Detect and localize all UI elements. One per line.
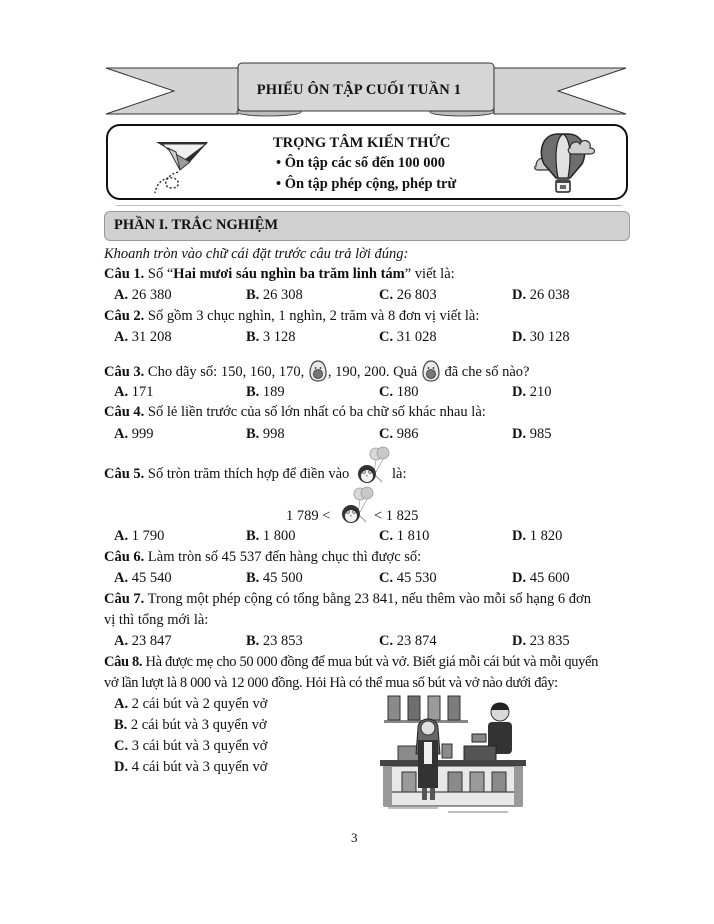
question-6: Câu 6. Làm tròn số 45 537 đến hàng chục thì được số: <box>104 549 422 565</box>
question-label: Câu 5. <box>104 466 145 482</box>
q5-option-a[interactable]: A. 1 790 <box>114 528 165 544</box>
penguin-balloon-icon <box>356 446 390 486</box>
question-label: Câu 7. <box>104 591 145 607</box>
avocado-icon <box>421 360 441 382</box>
question-label: Câu 6. <box>104 549 145 565</box>
page-number: 3 <box>351 830 358 845</box>
penguin-balloon-icon <box>340 486 374 526</box>
q1-option-d[interactable]: D. 26 038 <box>512 287 570 303</box>
question-1: Câu 1. Số “Hai mươi sáu nghìn ba trăm linh tám” viết là: <box>104 266 455 282</box>
question-label: Câu 4. <box>104 404 145 420</box>
ribbon-left-tail <box>106 68 238 114</box>
q8-option-d[interactable]: D. 4 cái bút và 3 quyển vở <box>114 759 268 775</box>
bookstore-counter-illustration <box>378 692 528 816</box>
focus-bullet-1: • Ôn tập các số đến 100 000 <box>276 155 446 171</box>
inequality-right: < 1 825 <box>374 508 419 524</box>
q3-option-c[interactable]: C. 180 <box>379 384 419 400</box>
q3-option-b[interactable]: B. 189 <box>246 384 285 400</box>
q1-option-b[interactable]: B. 26 308 <box>246 287 303 303</box>
q2-option-d[interactable]: D. 30 128 <box>512 329 570 345</box>
question-label: Câu 1. <box>104 266 145 282</box>
question-8-line-2: vở lần lượt là 8 000 và 12 000 đồng. Hỏi Hà có thể mua số bút và vở nào dưới đây: <box>104 675 558 691</box>
q7-option-a[interactable]: A. 23 847 <box>114 633 172 649</box>
divider <box>116 205 622 206</box>
q5-option-d[interactable]: D. 1 820 <box>512 528 563 544</box>
section-title: PHẦN I. TRẮC NGHIỆM <box>114 217 279 233</box>
q1-option-c[interactable]: C. 26 803 <box>379 287 437 303</box>
q7-option-c[interactable]: C. 23 874 <box>379 633 437 649</box>
q5-option-c[interactable]: C. 1 810 <box>379 528 430 544</box>
focus-box-title: TRỌNG TÂM KIẾN THỨC <box>273 135 451 151</box>
question-3: Câu 3. Cho dãy số: 150, 160, 170, , 190, 200. Quả đã che số nào? <box>104 360 529 382</box>
q6-option-c[interactable]: C. 45 530 <box>379 570 437 586</box>
question-7-line-2: vị thì tổng mới là: <box>104 612 209 628</box>
q6-option-a[interactable]: A. 45 540 <box>114 570 172 586</box>
question-label: Câu 3. <box>104 364 145 380</box>
hot-air-balloon-icon <box>534 130 596 196</box>
q2-option-a[interactable]: A. 31 208 <box>114 329 172 345</box>
q4-option-d[interactable]: D. 985 <box>512 426 552 442</box>
q7-option-b[interactable]: B. 23 853 <box>246 633 303 649</box>
paper-plane-icon <box>150 138 220 194</box>
question-label: Câu 8. <box>104 654 143 670</box>
question-8: Câu 8. Hà được mẹ cho 50 000 đồng để mua bút và vở. Biết giá mỗi cái bút và mỗi quyển <box>104 654 599 670</box>
question-label: Câu 2. <box>104 308 145 324</box>
question-2: Câu 2. Số gồm 3 chục nghìn, 1 nghìn, 2 trăm và 8 đơn vị viết là: <box>104 308 480 324</box>
q2-option-c[interactable]: C. 31 028 <box>379 329 437 345</box>
question-5: Câu 5. Số tròn trăm thích hợp để điền vào <box>104 466 350 482</box>
question-4: Câu 4. Số lẻ liền trước của số lớn nhất có ba chữ số khác nhau là: <box>104 404 486 420</box>
avocado-icon <box>308 360 328 382</box>
focus-bullet-2: • Ôn tập phép cộng, phép trừ <box>276 176 457 192</box>
inequality-left: 1 789 < <box>286 508 331 524</box>
question-5-tail: là: <box>392 466 407 482</box>
q7-option-d[interactable]: D. 23 835 <box>512 633 570 649</box>
q6-option-d[interactable]: D. 45 600 <box>512 570 570 586</box>
q4-option-b[interactable]: B. 998 <box>246 426 285 442</box>
worksheet-title: PHIẾU ÔN TẬP CUỐI TUẦN 1 <box>256 81 462 98</box>
question-7: Câu 7. Trong một phép cộng có tổng bằng 23 841, nếu thêm vào mỗi số hạng 6 đơn <box>104 591 591 607</box>
q6-option-b[interactable]: B. 45 500 <box>246 570 303 586</box>
q4-option-a[interactable]: A. 999 <box>114 426 154 442</box>
q3-option-d[interactable]: D. 210 <box>512 384 552 400</box>
q1-option-a[interactable]: A. 26 380 <box>114 287 172 303</box>
q4-option-c[interactable]: C. 986 <box>379 426 419 442</box>
q2-option-b[interactable]: B. 3 128 <box>246 329 296 345</box>
q3-option-a[interactable]: A. 171 <box>114 384 154 400</box>
q8-option-b[interactable]: B. 2 cái bút và 3 quyển vở <box>114 717 267 733</box>
ribbon-right-tail <box>494 68 626 114</box>
q5-option-b[interactable]: B. 1 800 <box>246 528 296 544</box>
instruction-text: Khoanh tròn vào chữ cái đặt trước câu trả lời đúng: <box>104 246 409 262</box>
q8-option-c[interactable]: C. 3 cái bút và 3 quyển vở <box>114 738 268 754</box>
q8-option-a[interactable]: A. 2 cái bút và 2 quyển vở <box>114 696 268 712</box>
